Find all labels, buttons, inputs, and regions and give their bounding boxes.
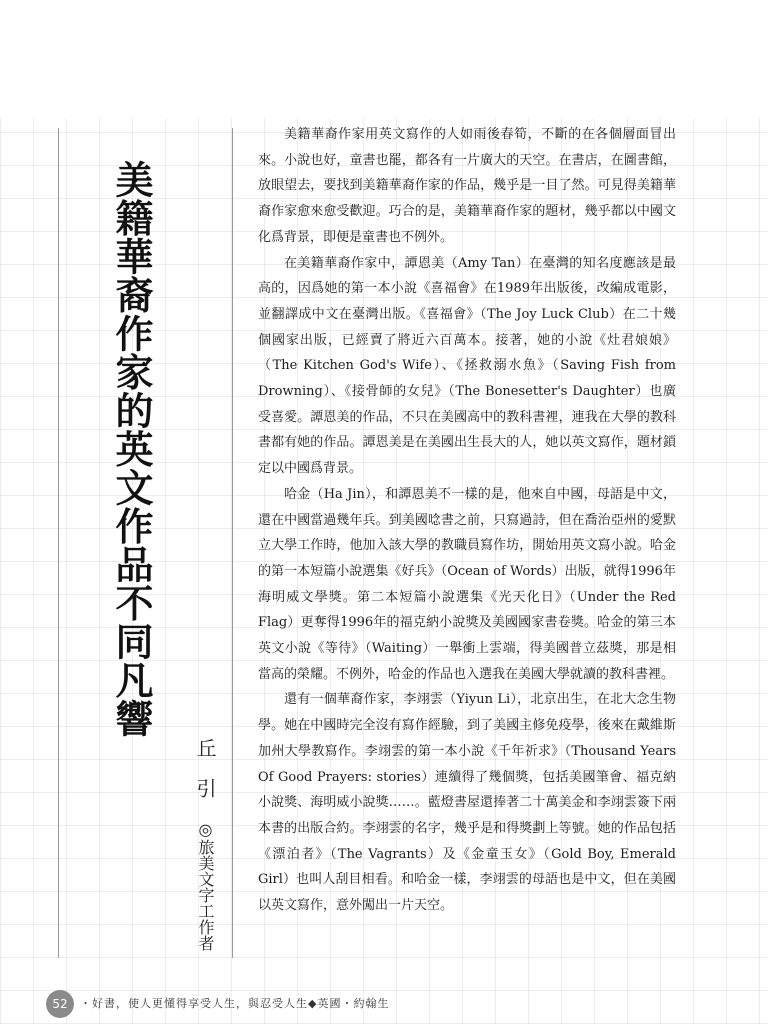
- author-title: 旅美文字工作者: [196, 839, 215, 951]
- paragraph-2: 在美籍華裔作家中，譚恩美（Amy Tan）在臺灣的知名度應該是最高的，因爲她的第一本小說《喜福會》在1989年出版後，改編成電影，並翻譯成中文在臺灣出版。《喜福會》（The Joy Luck Club）在二十幾個國家出版，已經賣了將近六百萬本。接著，她的小說《灶君娘娘》（The Kitchen God's Wife）、《拯救溺水魚》（Saving Fish from Drowning）、《接骨師的女兒》（The Bonesetter's Daughter）也廣受喜愛。譚恩美的作品，不只在美國高中的教科書裡，連我在大學的教科書都有她的作品。譚恩美是在美國出生長大的人，她以英文寫作，題材鎖定以中國爲背景。: [258, 255, 676, 477]
- article-body: [258, 122, 676, 942]
- paragraph-3: 哈金（Ha Jin），和譚恩美不一樣的是，他來自中國，母語是中文，還在中國當過幾年兵。到美國唸書之前，只寫過詩，但在喬治亞州的愛默立大學工作時，他加入該大學的教職員寫作坊，開始用英文寫小說。哈金的第一本短篇小說選集《好兵》（Ocean of Words）出版，就得1996年海明威文學獎。第二本短篇小說選集《光天化日》（Under the Red Flag）更奪得1996年的福克納小說獎及美國國家書卷獎。哈金的第三本英文小說《等待》（Waiting）一舉衝上雲端，得美國普立茲獎，那是相當高的榮耀。不例外，哈金的作品也入選我在美國大學就讀的教科書裡。: [258, 486, 676, 682]
- author-byline: [190, 738, 220, 951]
- page-footer: [46, 990, 726, 1020]
- author-separator-mark: ◎: [196, 820, 215, 839]
- column-rule-line: [232, 128, 233, 958]
- paragraph-1: 美籍華裔作家用英文寫作的人如雨後春筍，不斷的在各個層面冒出來。小說也好，童書也罷，都各有一片廣大的天空。在書店，在圖書館，放眼望去，要找到美籍華裔作家的作品，幾乎是一目了然。可見得美籍華裔作家愈來愈受歡迎。巧合的是，美籍華裔作家的題材，幾乎都以中國文化爲背景，即便是童書也不例外。: [258, 127, 676, 245]
- left-rule-line: [58, 128, 59, 958]
- author-name: 丘引: [193, 738, 217, 818]
- paragraph-4: 還有一個華裔作家，李翊雲（Yiyun Li），北京出生，在北大念生物學。她在中國時完全沒有寫作經驗，到了美國主修免疫學，後來在戴維斯加州大學教寫作。李翊雲的第一本小說《千年祈求》（Thousand Years Of Good Prayers: stories）連續得了幾個獎，包括美國筆會、福克納小說獎、海明威小說獎……。藍燈書屋還捧著二十萬美金和李翊雲簽下兩本書的出版合約。李翊雲的名字，幾乎是和得獎劃上等號。她的作品包括《漂泊者》（The Vagrants）及《金童玉女》（Gold Boy, Emerald Girl）也叫人刮目相看。和哈金一樣，李翊雲的母語也是中文，但在美國以英文寫作，意外闖出一片天空。: [258, 692, 676, 914]
- article-title: 美籍華裔作家的英文作品不同凡響: [109, 160, 154, 738]
- page-number-badge: 52: [46, 990, 74, 1018]
- footer-tagline: ・好書，使人更懂得享受人生，與忍受人生◆英國・約翰生: [80, 997, 390, 1010]
- top-margin: [0, 0, 768, 118]
